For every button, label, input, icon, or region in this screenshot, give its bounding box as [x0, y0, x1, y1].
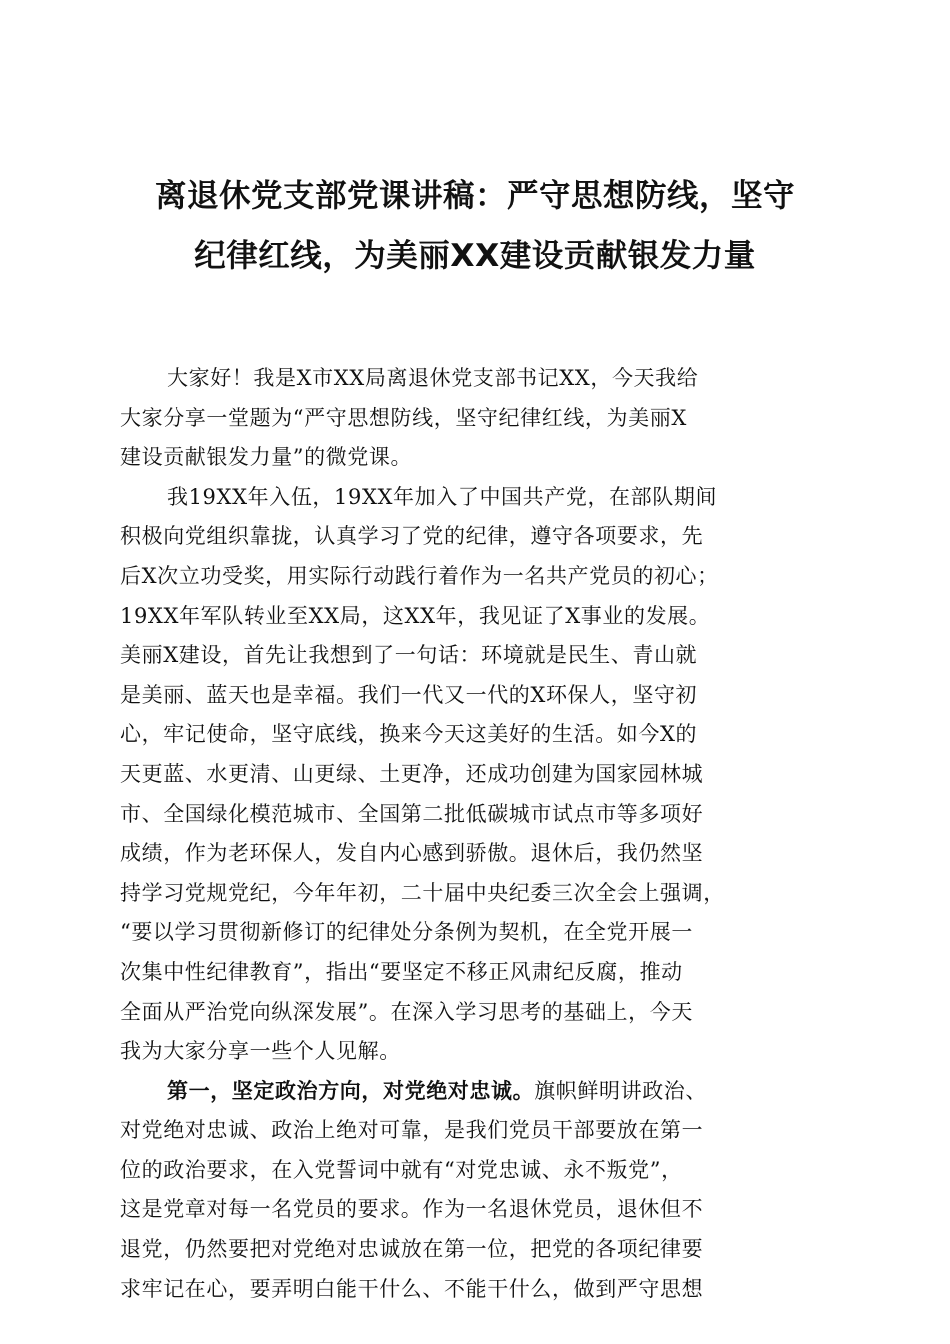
text-line: “要以学习贯彻新修订的纪律处分条例为契机，在全党开展一 — [120, 920, 693, 945]
text-line: 大家分享一堂题为“严守思想防线，坚守纪律红线，为美丽X — [120, 405, 687, 430]
text-line: 市、全国绿化模范城市、全国第二批低碳城市试点市等多项好 — [120, 801, 704, 826]
text-line: 天更蓝、水更清、山更绿、土更净，还成功创建为国家园林城 — [120, 761, 704, 786]
paragraph-background — [120, 478, 835, 1072]
text-line: 是美丽、蓝天也是幸福。我们一代又一代的X环保人，坚守初 — [120, 682, 698, 707]
text-line: 求牢记在心，要弄明白能干什么、不能干什么，做到严守思想 — [120, 1276, 704, 1301]
text-line: 持学习党规党纪，今年年初，二十届中央纪委三次全会上强调， — [120, 880, 725, 905]
text-line: 19XX年军队转业至XX局，这XX年，我见证了X事业的发展。 — [120, 603, 711, 628]
text-line: 建设贡献银发力量”的微党课。 — [120, 445, 413, 470]
text-line: 对党绝对忠诚、政治上绝对可靠，是我们党员干部要放在第一 — [120, 1118, 704, 1143]
title-line-1: 离退休党支部党课讲稿：严守思想防线，坚守 — [154, 178, 795, 214]
text-line: 这是党章对每一名党员的要求。作为一名退休党员，退休但不 — [120, 1197, 704, 1222]
document-title — [110, 166, 840, 286]
section-lead-heading: 第一，坚定政治方向，对党绝对忠诚。 — [167, 1078, 535, 1103]
text-line: 美丽X建设，首先让我想到了一句话：环境就是民生、青山就 — [120, 643, 698, 668]
text-line: 次集中性纪律教育”，指出“要坚定不移正风肃纪反腐，推动 — [120, 959, 683, 984]
text-line: 我为大家分享一些个人见解。 — [120, 1039, 401, 1064]
text-line — [120, 1072, 835, 1112]
text-fragment: 旗帜鲜明讲政治、 — [534, 1078, 708, 1103]
text-line: 成绩，作为老环保人，发自内心感到骄傲。退休后，我仍然坚 — [120, 841, 704, 866]
document-body — [120, 359, 835, 1309]
paragraph-greeting — [120, 359, 835, 478]
text-line: 我19XX年入伍，19XX年加入了中国共产党，在部队期间 — [167, 484, 718, 509]
text-line: 大家好！我是X市XX局离退休党支部书记XX，今天我给 — [167, 366, 699, 390]
text-line: 全面从严治党向纵深发展”。在深入学习思考的基础上，今天 — [120, 999, 693, 1024]
paragraph-point-one — [120, 1072, 835, 1310]
text-line: 积极向党组织靠拢，认真学习了党的纪律，遵守各项要求，先 — [120, 524, 704, 549]
text-line: 退党，仍然要把对党绝对忠诚放在第一位，把党的各项纪律要 — [120, 1237, 704, 1262]
text-line: 心，牢记使命，坚守底线，换来今天这美好的生活。如今X的 — [120, 722, 698, 747]
text-line: 后X次立功受奖，用实际行动践行着作为一名共产党员的初心； — [120, 563, 719, 588]
title-line-2: 纪律红线，为美丽XX建设贡献银发力量 — [194, 238, 756, 274]
text-line: 位的政治要求，在入党誓词中就有“对党忠诚、永不叛党”， — [120, 1157, 683, 1182]
